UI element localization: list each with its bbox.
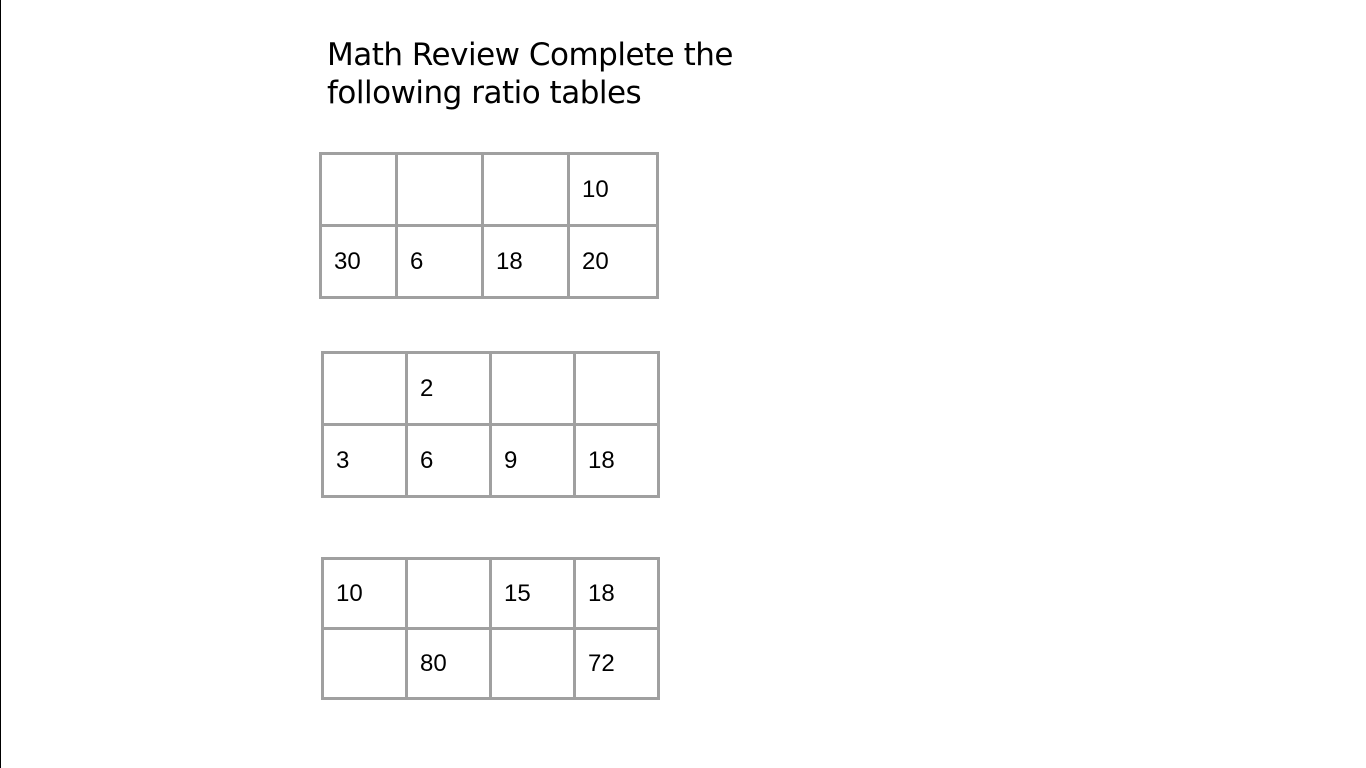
table-cell: 18 <box>483 226 569 298</box>
table-row <box>323 425 659 497</box>
table-cell: 3 <box>323 425 407 497</box>
table-cell: 6 <box>397 226 483 298</box>
table-row <box>323 559 659 629</box>
table-cell: 30 <box>321 226 397 298</box>
ratio-table-1 <box>319 152 659 299</box>
table-cell: 10 <box>323 559 407 629</box>
table-cell: 20 <box>569 226 658 298</box>
table-row <box>321 154 658 226</box>
table-cell: 15 <box>491 559 575 629</box>
title-line-2: following ratio tables <box>327 75 642 111</box>
table-cell <box>491 629 575 699</box>
ratio-table-2 <box>321 351 660 498</box>
table-cell: 72 <box>575 629 659 699</box>
table-cell: 9 <box>491 425 575 497</box>
table-cell: 80 <box>407 629 491 699</box>
table-cell: 2 <box>407 353 491 425</box>
table-cell <box>323 353 407 425</box>
table-cell <box>323 629 407 699</box>
table-row <box>323 353 659 425</box>
table-cell <box>407 559 491 629</box>
table-cell <box>483 154 569 226</box>
table-row <box>323 629 659 699</box>
page-title <box>327 36 767 112</box>
table-row <box>321 226 658 298</box>
table-cell: 10 <box>569 154 658 226</box>
title-line-1: Math Review Complete the <box>327 37 733 73</box>
table-cell: 6 <box>407 425 491 497</box>
table-cell <box>491 353 575 425</box>
ratio-table-3 <box>321 557 660 700</box>
table-cell: 18 <box>575 425 659 497</box>
table-cell <box>397 154 483 226</box>
table-cell <box>575 353 659 425</box>
table-cell: 18 <box>575 559 659 629</box>
table-cell <box>321 154 397 226</box>
